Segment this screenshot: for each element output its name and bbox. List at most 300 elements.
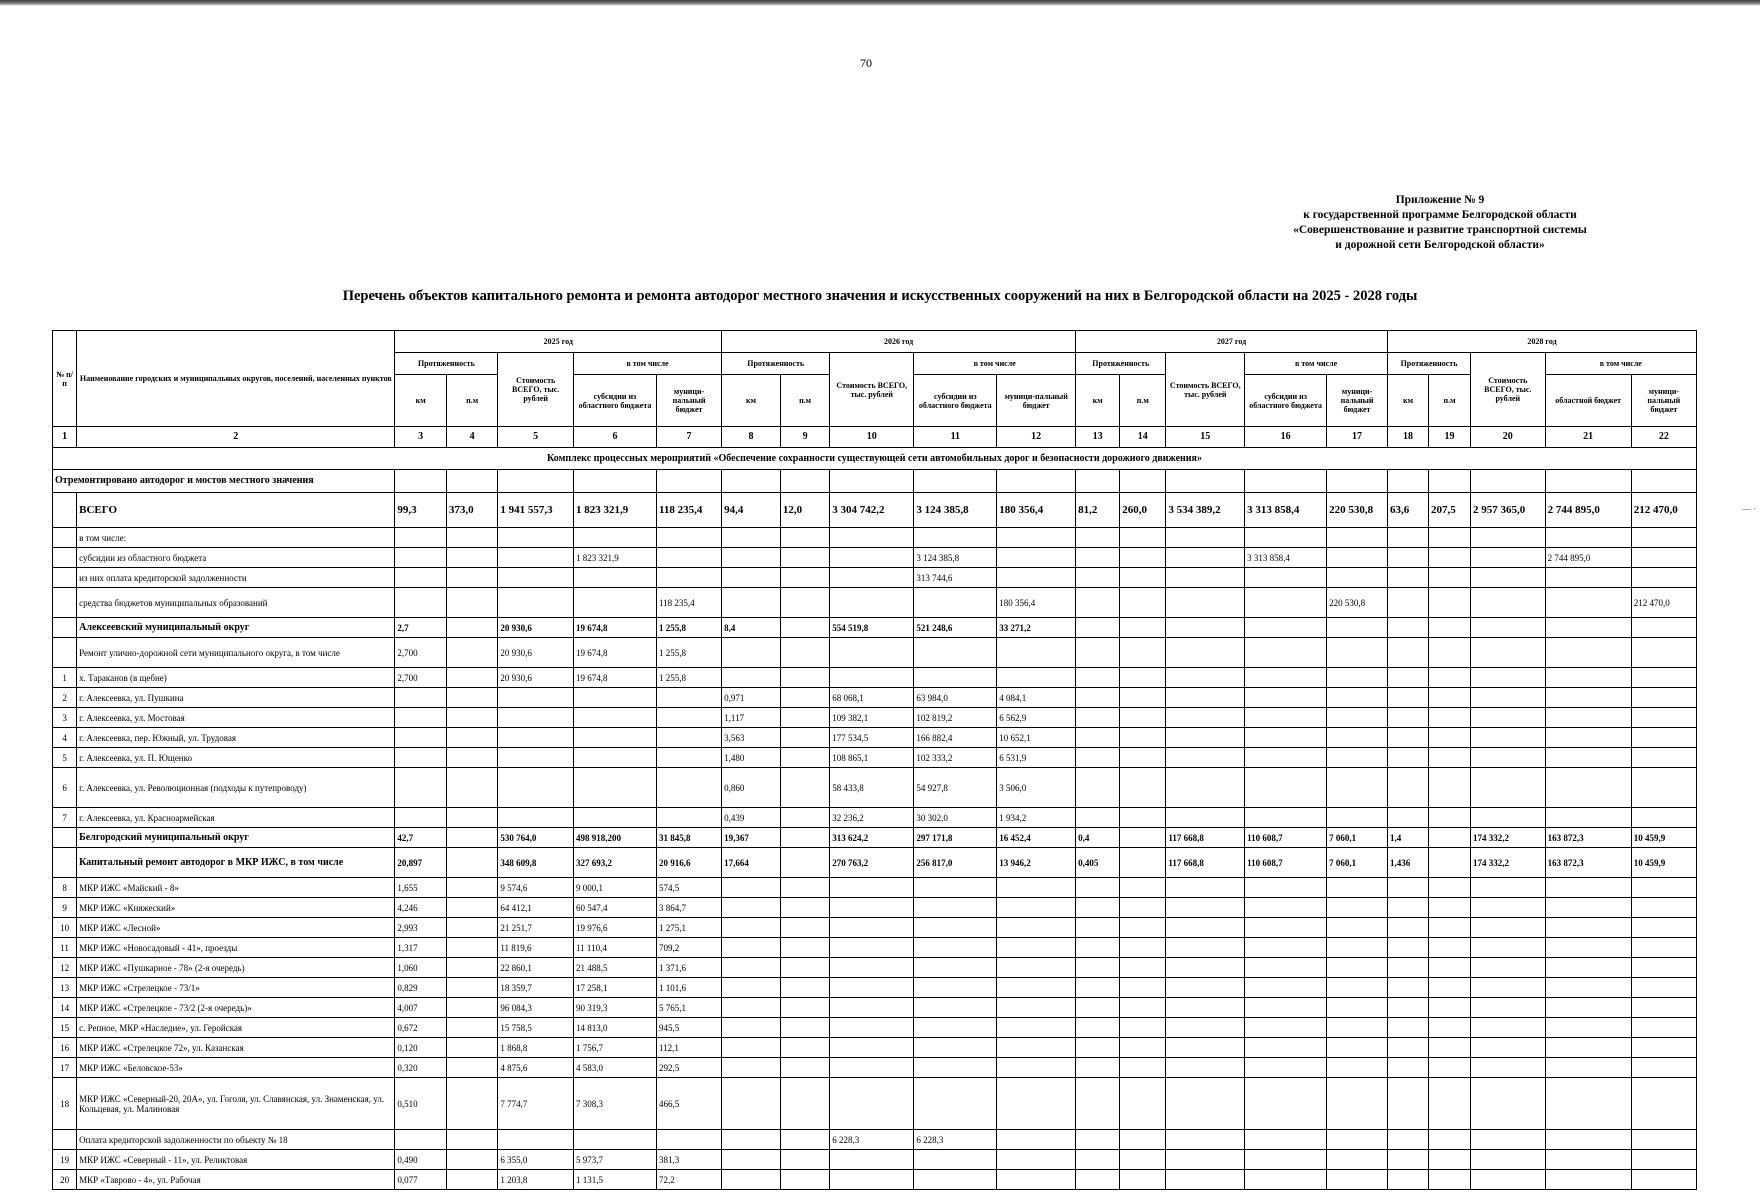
- column-number: 9: [780, 427, 829, 448]
- row-value: 7 774,7: [498, 1078, 574, 1130]
- year-header: 2026 год: [722, 331, 1076, 353]
- row-value: 0,672: [395, 1018, 446, 1038]
- row-value: [1120, 668, 1166, 688]
- row-number: 17: [53, 1058, 77, 1078]
- row-value: [1245, 688, 1327, 708]
- appendix-line: Приложение № 9: [1395, 194, 1485, 206]
- row-value: 2,700: [395, 638, 446, 668]
- row-value: 109 382,1: [830, 708, 914, 728]
- col-header-name: Наименование городских и муниципальных округов, поселений, населенных пунктов: [77, 331, 395, 427]
- row-value: [1120, 1130, 1166, 1150]
- row-value: [1245, 618, 1327, 638]
- cost-header: Стоимость ВСЕГО, тыс. рублей: [830, 353, 914, 427]
- row-value: 7 060,1: [1327, 828, 1388, 848]
- row-value: [1388, 1150, 1429, 1170]
- row-value: [997, 1130, 1076, 1150]
- row-value: 96 084,3: [498, 998, 574, 1018]
- row-value: [1428, 1130, 1470, 1150]
- row-value: [1388, 668, 1429, 688]
- table-row: [53, 708, 1697, 728]
- row-value: [997, 1038, 1076, 1058]
- row-value: [780, 588, 829, 618]
- row-value: 31 845,8: [656, 828, 721, 848]
- row-value: [1327, 528, 1388, 548]
- row-name: ВСЕГО: [77, 493, 395, 528]
- row-value: [1327, 638, 1388, 668]
- row-value: [1120, 898, 1166, 918]
- row-value: [395, 808, 446, 828]
- row-value: [1327, 898, 1388, 918]
- column-number: 10: [830, 427, 914, 448]
- row-value: [395, 748, 446, 768]
- row-number: 10: [53, 918, 77, 938]
- row-value: [1327, 938, 1388, 958]
- row-name: МКР ИЖС «Пушкарное - 78» (2-я очередь): [77, 958, 395, 978]
- row-number: 9: [53, 898, 77, 918]
- row-value: [395, 768, 446, 808]
- row-value: [446, 1058, 497, 1078]
- row-value: 64 412,1: [498, 898, 574, 918]
- row-name: субсидии из областного бюджета: [77, 548, 395, 568]
- row-value: [997, 1078, 1076, 1130]
- row-value: [1166, 708, 1245, 728]
- row-name: МКР ИЖС «Стрелецкое 72», ул. Казанская: [77, 1038, 395, 1058]
- row-value: [395, 588, 446, 618]
- table-row: [53, 998, 1697, 1018]
- row-value: [1631, 638, 1696, 668]
- row-value: [1545, 1130, 1631, 1150]
- row-value: 174 332,2: [1471, 848, 1546, 878]
- row-value: 118 235,4: [656, 493, 721, 528]
- row-value: [1327, 878, 1388, 898]
- row-value: [498, 808, 574, 828]
- row-value: 112,1: [656, 1038, 721, 1058]
- row-value: [656, 688, 721, 708]
- row-value: [1327, 748, 1388, 768]
- row-value: 1,117: [722, 708, 781, 728]
- cost-header: Стоимость ВСЕГО, тыс. рублей: [1471, 353, 1546, 427]
- row-value: [1076, 1150, 1120, 1170]
- row-value: 554 519,8: [830, 618, 914, 638]
- row-value: [780, 728, 829, 748]
- row-value: 2 957 365,0: [1471, 493, 1546, 528]
- row-value: 110 608,7: [1245, 848, 1327, 878]
- row-value: [1166, 768, 1245, 808]
- row-value: [722, 1078, 781, 1130]
- row-value: [1631, 938, 1696, 958]
- row-value: 1 131,5: [573, 1170, 656, 1190]
- row-value: [1428, 1170, 1470, 1190]
- row-value: [1388, 588, 1429, 618]
- column-number: 11: [914, 427, 997, 448]
- row-value: [656, 708, 721, 728]
- row-value: [1245, 1078, 1327, 1130]
- row-value: [722, 1058, 781, 1078]
- row-value: [446, 878, 497, 898]
- section-title: Комплекс процессных мероприятий «Обеспечение сохранности существующей сети автомобильных дорог и безопасности дорожного движения»: [53, 448, 1697, 470]
- row-number: 2: [53, 688, 77, 708]
- row-value: 2,700: [395, 668, 446, 688]
- row-value: [1428, 1058, 1470, 1078]
- row-number: [53, 618, 77, 638]
- row-value: [1388, 978, 1429, 998]
- row-value: 4 084,1: [997, 688, 1076, 708]
- row-value: [1388, 638, 1429, 668]
- row-value: [1545, 1058, 1631, 1078]
- table-row: [53, 958, 1697, 978]
- row-value: [780, 1150, 829, 1170]
- row-value: [722, 568, 781, 588]
- row-value: [1245, 938, 1327, 958]
- row-value: [1428, 918, 1470, 938]
- row-value: [1545, 528, 1631, 548]
- row-value: [914, 1038, 997, 1058]
- row-value: [446, 1018, 497, 1038]
- row-value: [1245, 898, 1327, 918]
- row-value: 220 530,8: [1327, 493, 1388, 528]
- row-value: [722, 998, 781, 1018]
- row-value: [780, 688, 829, 708]
- row-value: 10 652,1: [997, 728, 1076, 748]
- row-value: [830, 938, 914, 958]
- row-value: 19 976,6: [573, 918, 656, 938]
- row-value: [446, 708, 497, 728]
- row-value: [830, 898, 914, 918]
- row-value: 0,510: [395, 1078, 446, 1130]
- row-value: [1120, 808, 1166, 828]
- row-value: 14 813,0: [573, 1018, 656, 1038]
- row-value: [1120, 708, 1166, 728]
- row-value: 16 452,4: [997, 828, 1076, 848]
- row-value: [446, 748, 497, 768]
- row-value: [914, 878, 997, 898]
- row-value: [1388, 938, 1429, 958]
- table-row: [53, 878, 1697, 898]
- row-number: [53, 528, 77, 548]
- row-value: [914, 1170, 997, 1190]
- table-row: [53, 938, 1697, 958]
- row-value: 1 756,7: [573, 1038, 656, 1058]
- table-row: [53, 1170, 1697, 1190]
- row-value: [656, 748, 721, 768]
- row-value: [997, 878, 1076, 898]
- row-value: 327 693,2: [573, 848, 656, 878]
- row-value: [1471, 918, 1546, 938]
- row-value: [1245, 528, 1327, 548]
- row-value: 108 865,1: [830, 748, 914, 768]
- row-value: [1245, 728, 1327, 748]
- scan-mark: — ·: [1742, 504, 1757, 514]
- row-number: 13: [53, 978, 77, 998]
- row-value: [573, 768, 656, 808]
- mun-header: муници-пальный бюджет: [656, 375, 721, 427]
- row-value: 1 255,8: [656, 618, 721, 638]
- row-value: [1120, 588, 1166, 618]
- row-value: [1428, 768, 1470, 808]
- row-value: [780, 568, 829, 588]
- length-header: Протяженность: [722, 353, 830, 375]
- row-value: [914, 1078, 997, 1130]
- row-value: 207,5: [1428, 493, 1470, 528]
- row-value: 256 817,0: [914, 848, 997, 878]
- row-value: [1631, 978, 1696, 998]
- row-value: [830, 1018, 914, 1038]
- row-value: [1076, 668, 1120, 688]
- row-value: [997, 528, 1076, 548]
- row-value: [1471, 568, 1546, 588]
- row-value: [1327, 1038, 1388, 1058]
- row-value: [1166, 728, 1245, 748]
- row-number: [53, 588, 77, 618]
- row-value: 180 356,4: [997, 493, 1076, 528]
- row-value: [1120, 618, 1166, 638]
- row-value: [1545, 918, 1631, 938]
- row-value: [780, 1058, 829, 1078]
- row-value: 102 333,2: [914, 748, 997, 768]
- table-body: [53, 493, 1697, 1190]
- row-value: [997, 978, 1076, 998]
- row-value: [446, 528, 497, 548]
- row-value: [830, 1038, 914, 1058]
- row-value: [997, 1058, 1076, 1078]
- row-value: [780, 638, 829, 668]
- row-value: [1327, 1170, 1388, 1190]
- row-number: [53, 1130, 77, 1150]
- row-value: [1471, 1038, 1546, 1058]
- row-value: [1245, 808, 1327, 828]
- row-value: 6 562,9: [997, 708, 1076, 728]
- row-value: 1 934,2: [997, 808, 1076, 828]
- row-value: 0,405: [1076, 848, 1120, 878]
- row-value: [1388, 548, 1429, 568]
- row-value: [1631, 898, 1696, 918]
- row-value: 4,007: [395, 998, 446, 1018]
- row-value: [1120, 768, 1166, 808]
- incl-header: в том числе: [1545, 353, 1696, 375]
- row-value: [1076, 618, 1120, 638]
- row-value: [1545, 618, 1631, 638]
- row-value: [1631, 878, 1696, 898]
- row-value: [1428, 808, 1470, 828]
- row-value: [1245, 1150, 1327, 1170]
- row-value: [498, 708, 574, 728]
- row-value: [1245, 878, 1327, 898]
- column-number: 8: [722, 427, 781, 448]
- cost-header: Стоимость ВСЕГО, тыс. рублей: [1166, 353, 1245, 427]
- column-number: 12: [997, 427, 1076, 448]
- row-value: [780, 768, 829, 808]
- row-name: Ремонт улично-дорожной сети муниципального округа, в том числе: [77, 638, 395, 668]
- row-value: [780, 1038, 829, 1058]
- row-value: 1,4: [1388, 828, 1429, 848]
- row-value: [1166, 878, 1245, 898]
- row-value: 117 668,8: [1166, 828, 1245, 848]
- row-value: [446, 938, 497, 958]
- column-number: 21: [1545, 427, 1631, 448]
- row-value: [1076, 688, 1120, 708]
- row-value: [446, 808, 497, 828]
- row-value: [1471, 708, 1546, 728]
- row-value: [914, 938, 997, 958]
- row-number: [53, 828, 77, 848]
- row-value: 3 534 389,2: [1166, 493, 1245, 528]
- row-value: [722, 528, 781, 548]
- row-value: [446, 848, 497, 878]
- row-value: [1388, 748, 1429, 768]
- row-value: [1388, 1058, 1429, 1078]
- row-value: [1388, 918, 1429, 938]
- row-value: [780, 828, 829, 848]
- row-value: 72,2: [656, 1170, 721, 1190]
- row-value: [722, 1038, 781, 1058]
- row-value: [1388, 1170, 1429, 1190]
- row-value: [1120, 748, 1166, 768]
- table-row: [53, 1058, 1697, 1078]
- row-value: 9 574,6: [498, 878, 574, 898]
- row-value: 1 203,8: [498, 1170, 574, 1190]
- row-value: 1,655: [395, 878, 446, 898]
- row-value: [914, 1058, 997, 1078]
- row-value: [1545, 588, 1631, 618]
- row-value: [498, 688, 574, 708]
- row-name: МКР ИЖС «Северный - 11», ул. Реликтовая: [77, 1150, 395, 1170]
- row-value: [1245, 768, 1327, 808]
- row-value: [1631, 568, 1696, 588]
- row-value: [1631, 1130, 1696, 1150]
- row-value: [1327, 808, 1388, 828]
- row-value: [1076, 1170, 1120, 1190]
- row-value: [1428, 748, 1470, 768]
- row-value: 10 459,9: [1631, 828, 1696, 848]
- row-value: 574,5: [656, 878, 721, 898]
- subs-header: субсидии из областного бюджета: [1245, 375, 1327, 427]
- row-name: МКР ИЖС «Лесной»: [77, 918, 395, 938]
- row-value: [997, 548, 1076, 568]
- row-value: [1631, 808, 1696, 828]
- row-value: 15 758,5: [498, 1018, 574, 1038]
- row-value: [446, 728, 497, 748]
- subs-header: субсидии из областного бюджета: [573, 375, 656, 427]
- row-value: [1471, 878, 1546, 898]
- row-value: [446, 588, 497, 618]
- row-value: [1076, 898, 1120, 918]
- row-value: [446, 1078, 497, 1130]
- row-value: [1327, 728, 1388, 748]
- row-value: [1245, 998, 1327, 1018]
- row-value: [446, 918, 497, 938]
- row-value: [780, 618, 829, 638]
- row-value: [1166, 748, 1245, 768]
- row-name: Капитальный ремонт автодорог в МКР ИЖС, в том числе: [77, 848, 395, 878]
- row-value: [997, 638, 1076, 668]
- row-value: [1327, 1130, 1388, 1150]
- row-name: г. Алексеевка, ул. Мостовая: [77, 708, 395, 728]
- row-value: 260,0: [1120, 493, 1166, 528]
- row-value: [446, 1130, 497, 1150]
- row-value: 10 459,9: [1631, 848, 1696, 878]
- row-value: [573, 728, 656, 748]
- row-value: [830, 1058, 914, 1078]
- row-value: [1076, 1018, 1120, 1038]
- year-header: 2027 год: [1076, 331, 1388, 353]
- row-value: [1545, 898, 1631, 918]
- row-value: [656, 548, 721, 568]
- row-value: [1120, 568, 1166, 588]
- table-row: [53, 668, 1697, 688]
- row-number: 8: [53, 878, 77, 898]
- row-value: 19 674,8: [573, 668, 656, 688]
- length-header: Протяженность: [1076, 353, 1166, 375]
- row-value: [1166, 638, 1245, 668]
- row-value: 0,829: [395, 978, 446, 998]
- row-value: 20 930,6: [498, 638, 574, 668]
- row-value: [656, 1130, 721, 1150]
- row-value: [914, 918, 997, 938]
- row-value: [1327, 1058, 1388, 1078]
- row-value: 0,860: [722, 768, 781, 808]
- row-value: [446, 638, 497, 668]
- row-value: [395, 1130, 446, 1150]
- row-value: [780, 978, 829, 998]
- row-name: в том числе:: [77, 528, 395, 548]
- row-value: 20 916,6: [656, 848, 721, 878]
- row-value: [1471, 668, 1546, 688]
- group-title: Отремонтировано автодорог и мостов местного значения: [53, 470, 395, 493]
- pm-header: п.м: [780, 375, 829, 427]
- table-row: [53, 1130, 1697, 1150]
- row-value: 7 060,1: [1327, 848, 1388, 878]
- pm-header: п.м: [446, 375, 497, 427]
- row-value: [1471, 1078, 1546, 1130]
- row-value: [1120, 828, 1166, 848]
- row-value: 32 236,2: [830, 808, 914, 828]
- table-row: [53, 1038, 1697, 1058]
- row-value: [914, 1018, 997, 1038]
- row-value: [780, 878, 829, 898]
- row-value: 521 248,6: [914, 618, 997, 638]
- row-value: 466,5: [656, 1078, 721, 1130]
- row-value: [722, 588, 781, 618]
- row-value: [1245, 1170, 1327, 1190]
- row-value: [830, 668, 914, 688]
- row-value: 19 674,8: [573, 638, 656, 668]
- appendix-line: к государственной программе Белгородской области: [1303, 209, 1577, 221]
- table-row: [53, 588, 1697, 618]
- row-value: [780, 1130, 829, 1150]
- row-value: [656, 808, 721, 828]
- row-value: [1076, 1130, 1120, 1150]
- row-value: 3 313 858,4: [1245, 548, 1327, 568]
- row-value: [1471, 1058, 1546, 1078]
- row-value: [1166, 938, 1245, 958]
- row-name: МКР ИЖС «Княжеский»: [77, 898, 395, 918]
- row-value: [1545, 958, 1631, 978]
- row-value: [997, 898, 1076, 918]
- row-value: [446, 548, 497, 568]
- row-value: [1166, 978, 1245, 998]
- row-value: [1545, 668, 1631, 688]
- row-name: МКР ИЖС «Стрелецкое - 73/1»: [77, 978, 395, 998]
- row-value: [1245, 918, 1327, 938]
- row-value: [1471, 808, 1546, 828]
- row-value: 5 973,7: [573, 1150, 656, 1170]
- row-value: [1388, 768, 1429, 808]
- row-value: 3 313 858,4: [1245, 493, 1327, 528]
- row-value: [1166, 528, 1245, 548]
- row-value: [498, 1130, 574, 1150]
- row-value: [914, 998, 997, 1018]
- table-row: [53, 568, 1697, 588]
